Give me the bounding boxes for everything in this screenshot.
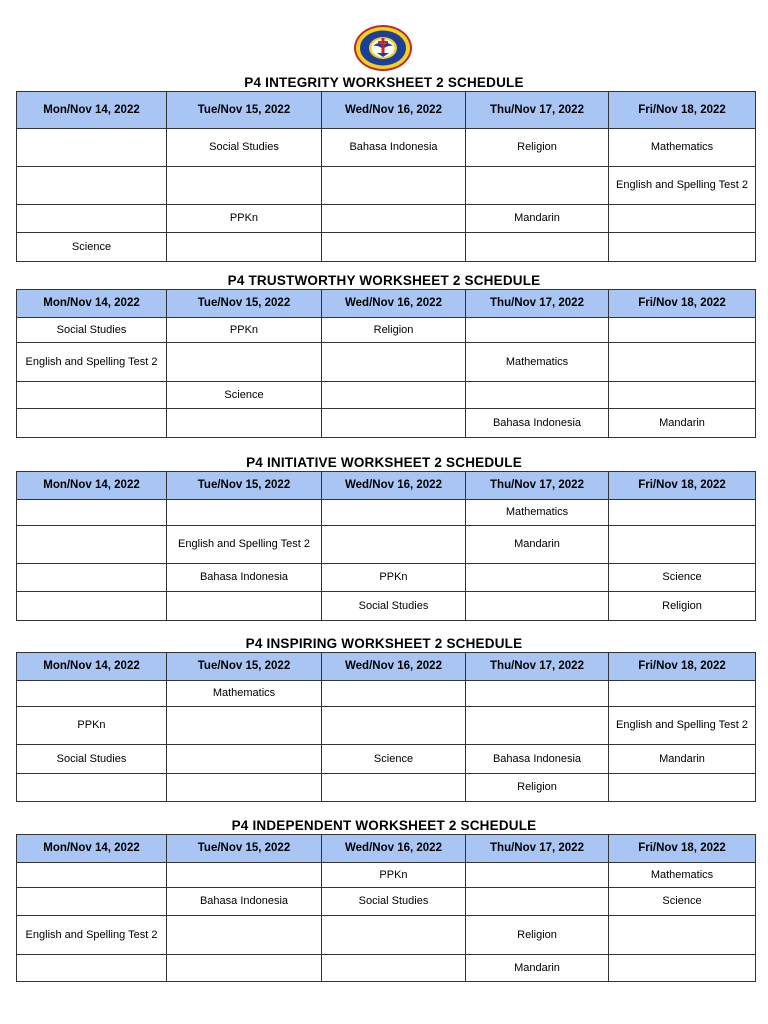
subject-cell [609, 955, 756, 982]
schedule-title: P4 INITIATIVE WORKSHEET 2 SCHEDULE [246, 455, 522, 470]
subject-cell: Social Studies [322, 888, 466, 916]
table-row [17, 382, 756, 409]
day-header: Fri/Nov 18, 2022 [609, 835, 756, 863]
day-header: Thu/Nov 17, 2022 [466, 92, 609, 129]
schedule-title: P4 TRUSTWORTHY WORKSHEET 2 SCHEDULE [227, 273, 541, 288]
day-header: Fri/Nov 18, 2022 [609, 653, 756, 681]
subject-cell: PPKn [322, 863, 466, 888]
subject-cell [17, 863, 167, 888]
subject-cell [609, 774, 756, 802]
day-header: Fri/Nov 18, 2022 [609, 472, 756, 500]
table-header-row [17, 653, 756, 681]
subject-cell: English and Spelling Test 2 [609, 707, 756, 745]
subject-cell [17, 129, 167, 167]
table-row [17, 318, 756, 343]
day-header: Thu/Nov 17, 2022 [466, 653, 609, 681]
table-header-row [17, 835, 756, 863]
subject-cell [609, 526, 756, 564]
subject-cell: Mandarin [609, 745, 756, 774]
subject-cell [322, 500, 466, 526]
subject-cell: Religion [322, 318, 466, 343]
table-row [17, 409, 756, 438]
subject-cell: English and Spelling Test 2 [17, 343, 167, 382]
subject-cell: Mathematics [466, 343, 609, 382]
subject-cell: Social Studies [17, 745, 167, 774]
subject-cell [17, 681, 167, 707]
subject-cell [466, 318, 609, 343]
table-row [17, 526, 756, 564]
day-header: Thu/Nov 17, 2022 [466, 835, 609, 863]
subject-cell [466, 382, 609, 409]
subject-cell [322, 409, 466, 438]
subject-cell: PPKn [167, 318, 322, 343]
subject-cell: PPKn [167, 205, 322, 233]
subject-cell [322, 382, 466, 409]
subject-cell [322, 955, 466, 982]
table-row [17, 129, 756, 167]
day-header: Wed/Nov 16, 2022 [322, 835, 466, 863]
subject-cell [17, 888, 167, 916]
day-header: Mon/Nov 14, 2022 [17, 92, 167, 129]
schedule-table [16, 91, 756, 262]
subject-cell [322, 681, 466, 707]
day-header: Mon/Nov 14, 2022 [17, 835, 167, 863]
table-row [17, 955, 756, 982]
table-row [17, 863, 756, 888]
table-row [17, 205, 756, 233]
subject-cell [609, 233, 756, 262]
subject-cell: Mathematics [466, 500, 609, 526]
subject-cell [609, 916, 756, 955]
subject-cell [167, 592, 322, 621]
subject-cell [17, 382, 167, 409]
subject-cell [466, 707, 609, 745]
subject-cell [17, 409, 167, 438]
subject-cell: Science [609, 888, 756, 916]
day-header: Tue/Nov 15, 2022 [167, 92, 322, 129]
subject-cell: PPKn [322, 564, 466, 592]
subject-cell [322, 233, 466, 262]
day-header: Thu/Nov 17, 2022 [466, 290, 609, 318]
table-row [17, 233, 756, 262]
table-row [17, 592, 756, 621]
day-header: Tue/Nov 15, 2022 [167, 653, 322, 681]
table-header-row [17, 290, 756, 318]
subject-cell [167, 343, 322, 382]
subject-cell: Mathematics [609, 129, 756, 167]
subject-cell [167, 745, 322, 774]
subject-cell [17, 592, 167, 621]
subject-cell [17, 167, 167, 205]
schedule-title: P4 INTEGRITY WORKSHEET 2 SCHEDULE [244, 75, 524, 90]
subject-cell: Mandarin [466, 205, 609, 233]
subject-cell: Bahasa Indonesia [466, 745, 609, 774]
subject-cell: Bahasa Indonesia [466, 409, 609, 438]
day-header: Wed/Nov 16, 2022 [322, 92, 466, 129]
subject-cell [322, 916, 466, 955]
subject-cell [609, 318, 756, 343]
subject-cell: English and Spelling Test 2 [17, 916, 167, 955]
day-header: Fri/Nov 18, 2022 [609, 290, 756, 318]
table-row [17, 343, 756, 382]
subject-cell [167, 167, 322, 205]
subject-cell [322, 774, 466, 802]
schedule-table [16, 834, 756, 982]
subject-cell [609, 500, 756, 526]
subject-cell: English and Spelling Test 2 [609, 167, 756, 205]
subject-cell [322, 167, 466, 205]
subject-cell: Religion [466, 774, 609, 802]
day-header: Tue/Nov 15, 2022 [167, 290, 322, 318]
subject-cell [466, 167, 609, 205]
table-row [17, 167, 756, 205]
schedule-table [16, 289, 756, 438]
schedule-title: P4 INSPIRING WORKSHEET 2 SCHEDULE [245, 636, 523, 651]
subject-cell [466, 564, 609, 592]
subject-cell [466, 888, 609, 916]
table-row [17, 500, 756, 526]
subject-cell: Social Studies [17, 318, 167, 343]
subject-cell [167, 916, 322, 955]
subject-cell [609, 382, 756, 409]
subject-cell: Social Studies [322, 592, 466, 621]
subject-cell [609, 343, 756, 382]
table-row [17, 707, 756, 745]
subject-cell: Mathematics [167, 681, 322, 707]
day-header: Fri/Nov 18, 2022 [609, 92, 756, 129]
subject-cell: Science [17, 233, 167, 262]
day-header: Tue/Nov 15, 2022 [167, 835, 322, 863]
subject-cell [322, 343, 466, 382]
schedule-table [16, 652, 756, 802]
subject-cell [609, 681, 756, 707]
table-row [17, 916, 756, 955]
subject-cell: Religion [466, 916, 609, 955]
table-row [17, 745, 756, 774]
subject-cell [167, 863, 322, 888]
subject-cell [466, 233, 609, 262]
subject-cell: PPKn [17, 707, 167, 745]
subject-cell: Religion [466, 129, 609, 167]
subject-cell: Bahasa Indonesia [167, 888, 322, 916]
subject-cell [167, 955, 322, 982]
subject-cell [17, 564, 167, 592]
subject-cell: Bahasa Indonesia [167, 564, 322, 592]
subject-cell: Mandarin [609, 409, 756, 438]
subject-cell [167, 774, 322, 802]
subject-cell: Science [322, 745, 466, 774]
subject-cell [167, 707, 322, 745]
subject-cell [17, 500, 167, 526]
subject-cell [17, 526, 167, 564]
day-header: Wed/Nov 16, 2022 [322, 290, 466, 318]
table-header-row [17, 92, 756, 129]
table-row [17, 681, 756, 707]
subject-cell: Mandarin [466, 955, 609, 982]
subject-cell [322, 205, 466, 233]
day-header: Mon/Nov 14, 2022 [17, 653, 167, 681]
subject-cell: Bahasa Indonesia [322, 129, 466, 167]
subject-cell [17, 955, 167, 982]
day-header: Thu/Nov 17, 2022 [466, 472, 609, 500]
subject-cell [17, 774, 167, 802]
day-header: Wed/Nov 16, 2022 [322, 653, 466, 681]
schedule-title: P4 INDEPENDENT WORKSHEET 2 SCHEDULE [231, 818, 537, 833]
table-row [17, 774, 756, 802]
subject-cell [466, 863, 609, 888]
subject-cell [167, 500, 322, 526]
day-header: Mon/Nov 14, 2022 [17, 472, 167, 500]
subject-cell [609, 205, 756, 233]
subject-cell: Science [609, 564, 756, 592]
subject-cell [322, 707, 466, 745]
subject-cell: Mandarin [466, 526, 609, 564]
subject-cell: Science [167, 382, 322, 409]
subject-cell [167, 409, 322, 438]
subject-cell: English and Spelling Test 2 [167, 526, 322, 564]
day-header: Mon/Nov 14, 2022 [17, 290, 167, 318]
table-row [17, 564, 756, 592]
day-header: Tue/Nov 15, 2022 [167, 472, 322, 500]
subject-cell [167, 233, 322, 262]
school-crest-icon [353, 24, 413, 72]
subject-cell: Mathematics [609, 863, 756, 888]
subject-cell [466, 592, 609, 621]
subject-cell [322, 526, 466, 564]
subject-cell [466, 681, 609, 707]
subject-cell: Religion [609, 592, 756, 621]
subject-cell [17, 205, 167, 233]
table-header-row [17, 472, 756, 500]
subject-cell: Social Studies [167, 129, 322, 167]
table-row [17, 888, 756, 916]
schedule-table [16, 471, 756, 621]
day-header: Wed/Nov 16, 2022 [322, 472, 466, 500]
